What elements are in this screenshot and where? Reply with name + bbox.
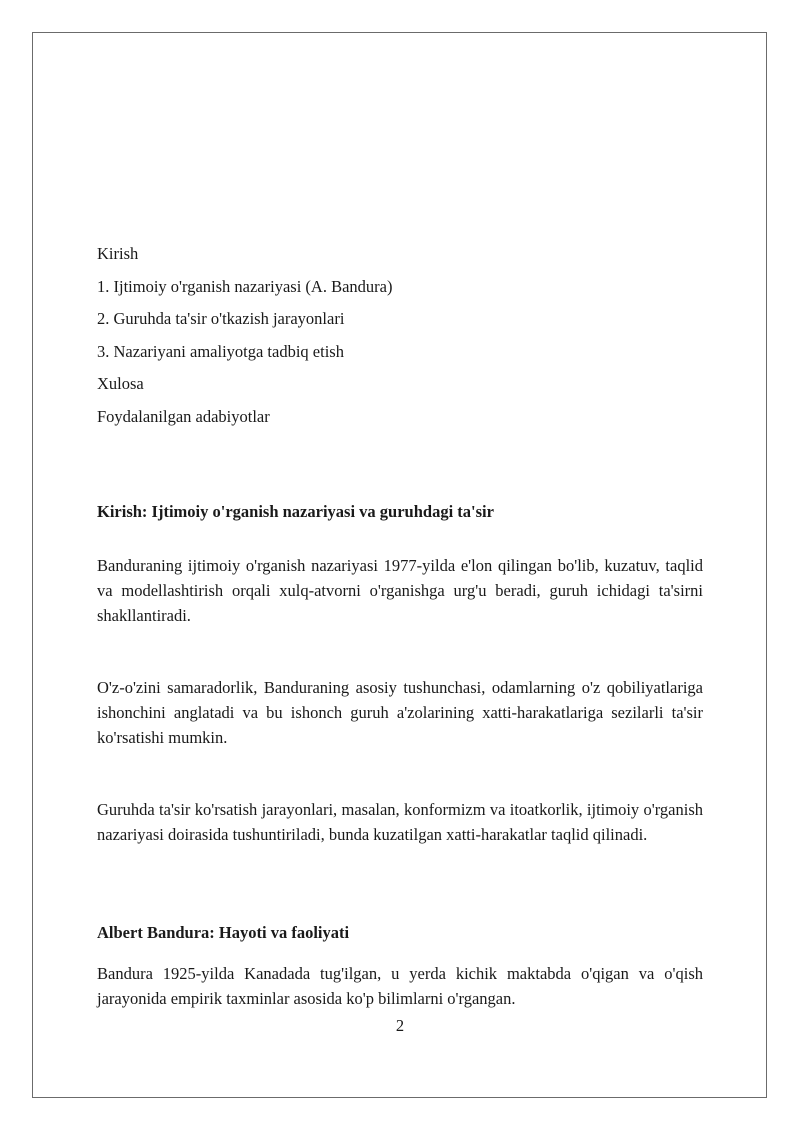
page-number: 2 — [395, 1016, 405, 1035]
toc-item-chapter-1: 1. Ijtimoiy o'rganish nazariyasi (A. Bandura) — [97, 276, 393, 296]
toc-item-references: Foydalanilgan adabiyotlar — [97, 406, 270, 426]
toc-item-intro: Kirish — [97, 244, 139, 263]
intro-paragraph-2: O'z-o'zini samaradorlik, Banduraning asosiy tushunchasi, odamlarning o'z qobiliyatlariga ishonchini anglatadi va bu ishonch guruh a'zolarining xatti-harakatlariga sezilarli ta'sir ko'rsatishi mumkin. — [97, 678, 703, 747]
toc-item-chapter-2: 2. Guruhda ta'sir o'tkazish jarayonlari — [97, 309, 345, 329]
bio-heading: Albert Bandura: Hayoti va faoliyati — [97, 923, 350, 942]
toc-item-conclusion: Xulosa — [97, 374, 144, 394]
intro-paragraph-1: Banduraning ijtimoiy o'rganish nazariyasi 1977-yilda e'lon qilingan bo'lib, kuzatuv, taqlid va modellashtirish orqali xulq-atvorni o'rganishga urg'u beradi, guruh ichidagi ta'sirni shakllantiradi. — [97, 556, 703, 625]
bio-paragraph: Bandura 1925-yilda Kanadada tug'ilgan, u yerda kichik maktabda o'qigan va o'qish jarayonida empirik taxminlar asosida ko'p bilimlarni o'rgangan. — [97, 964, 703, 1008]
intro-heading: Kirish: Ijtimoiy o'rganish nazariyasi va guruhdagi ta'sir — [97, 502, 494, 521]
intro-paragraph-3: Guruhda ta'sir ko'rsatish jarayonlari, masalan, konformizm va itoatkorlik, ijtimoiy o'rganish nazariyasi doirasida tushuntiriladi, bunda kuzatilgan xatti-harakatlar taqlid qilinadi. — [97, 800, 703, 844]
table-of-contents — [97, 240, 703, 436]
toc-item-chapter-3: 3. Nazariyani amaliyotga tadbiq etish — [97, 341, 344, 361]
